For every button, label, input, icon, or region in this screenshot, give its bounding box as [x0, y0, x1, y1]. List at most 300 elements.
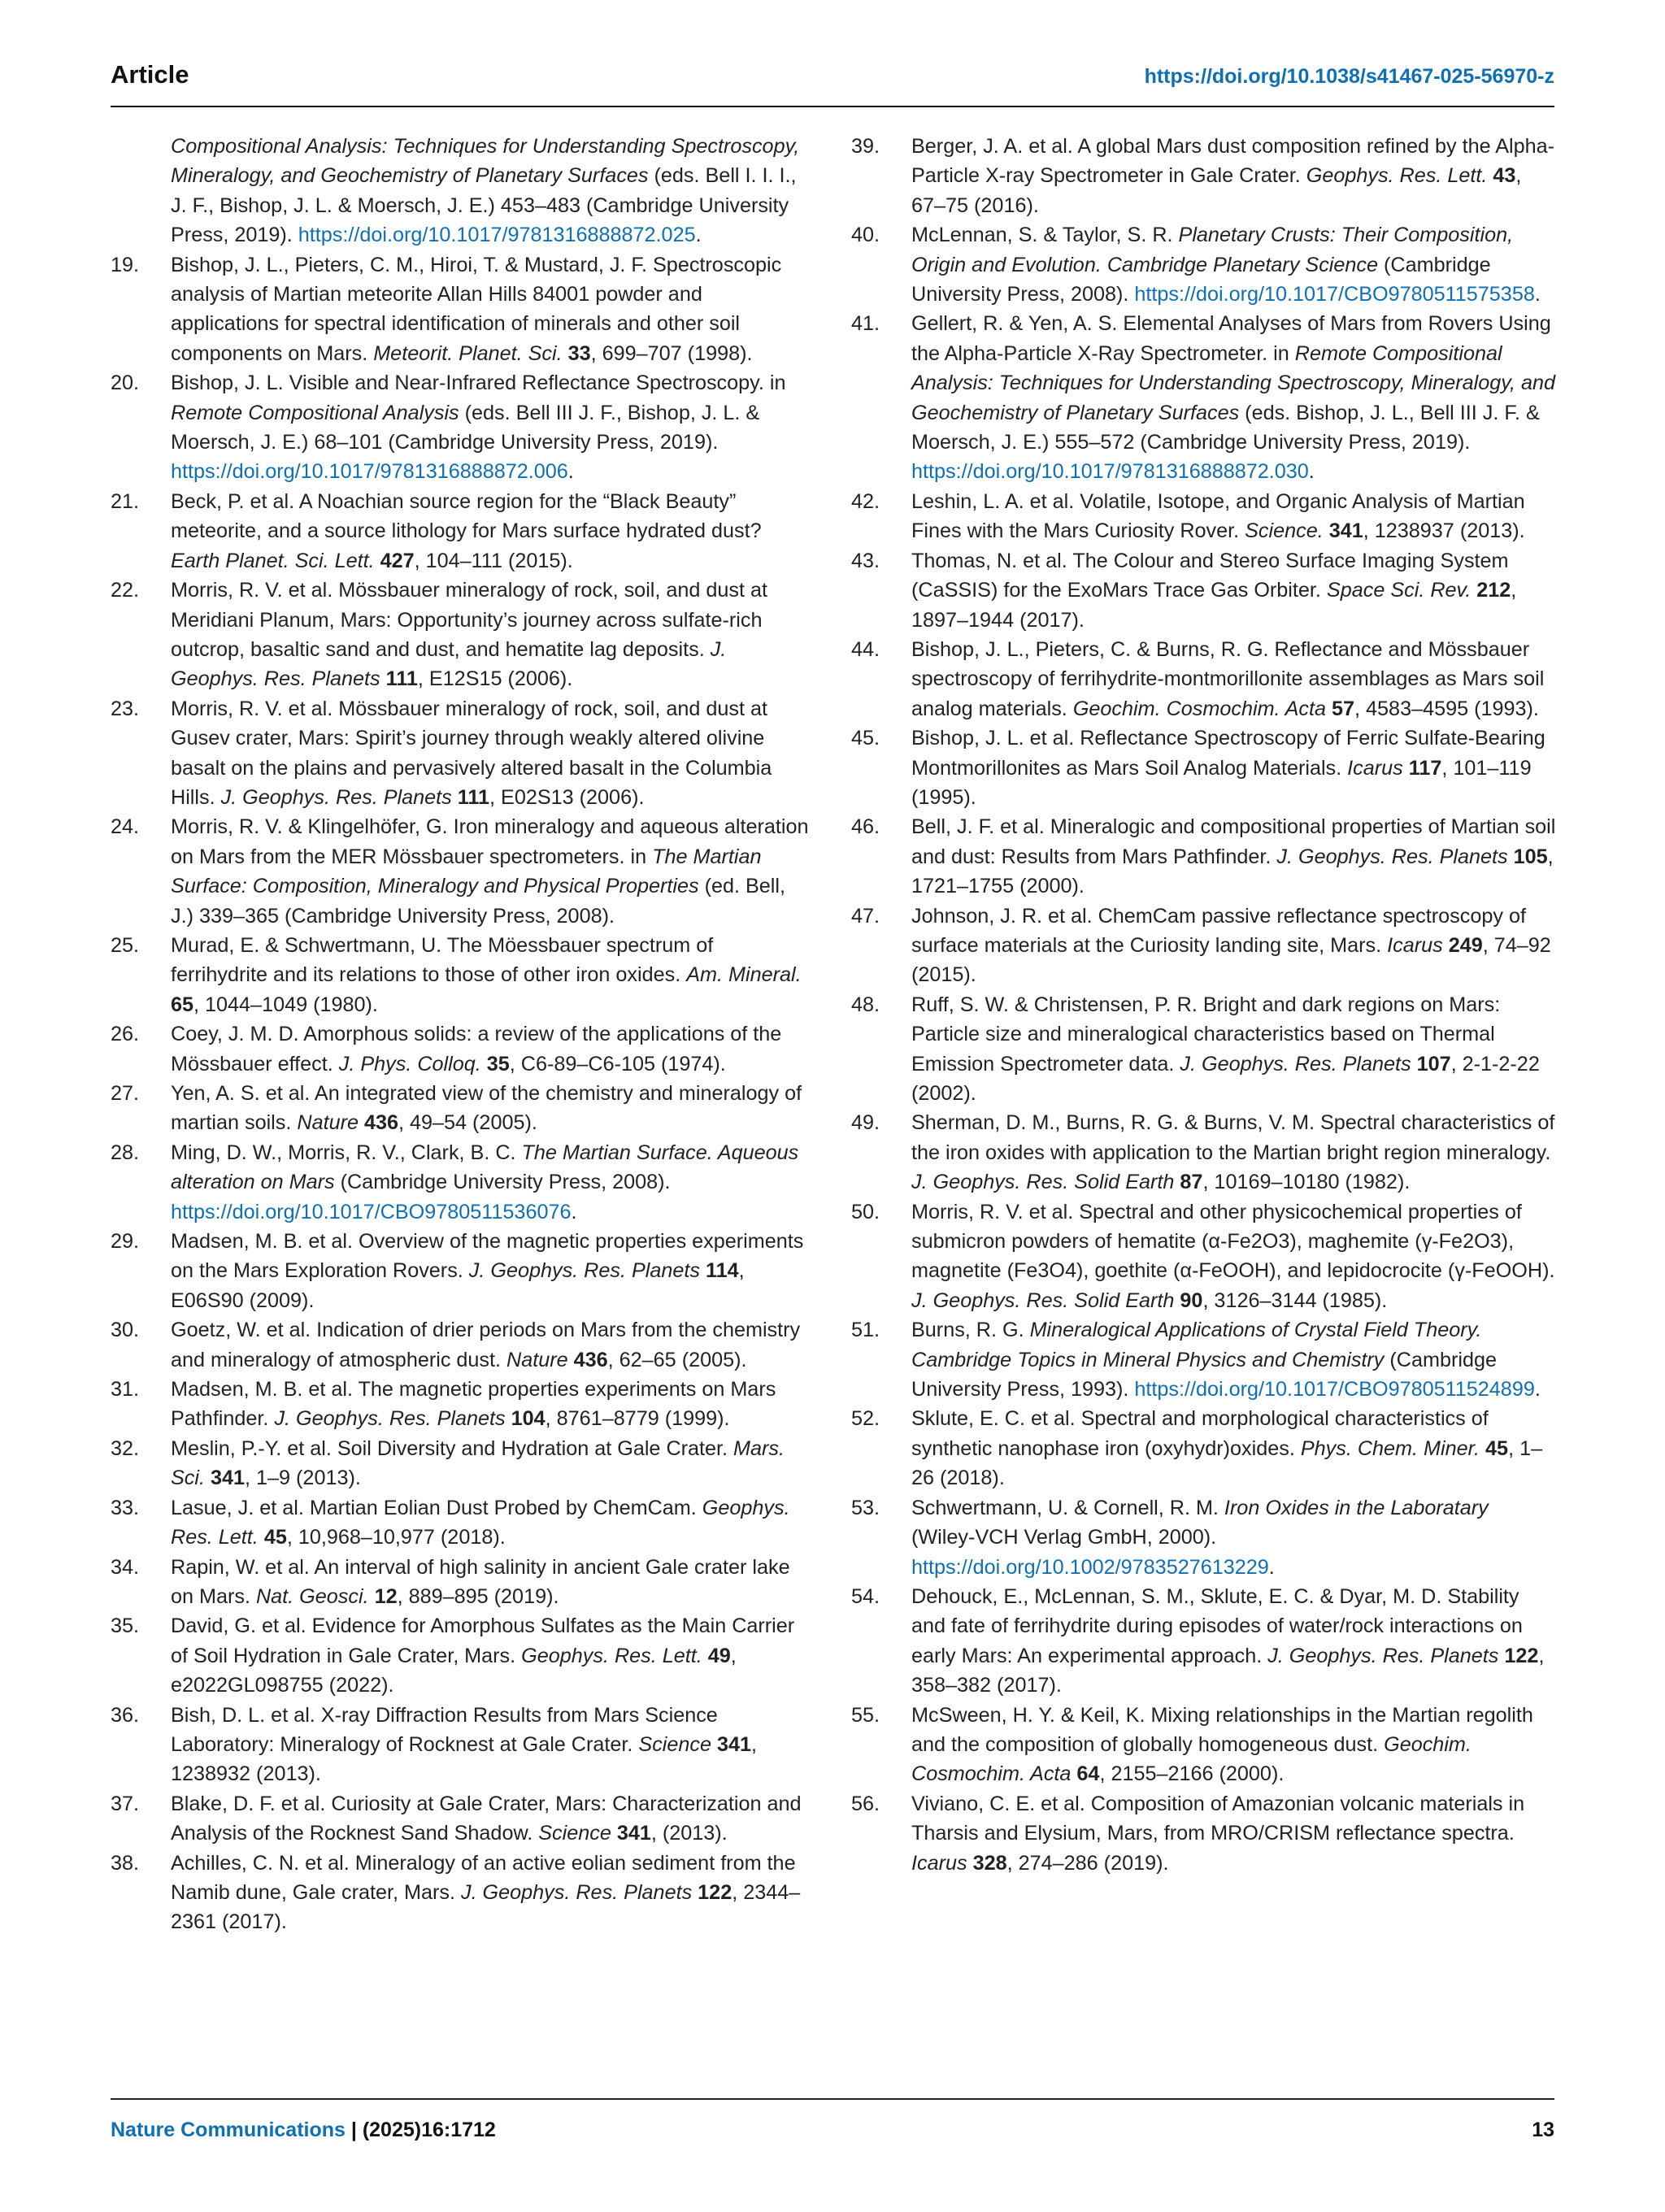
reference-number: 45. [851, 727, 880, 750]
reference-source: J. Geophys. Res. Planets [171, 637, 727, 691]
reference-volume: 328 [972, 1851, 1007, 1875]
reference-text [911, 1493, 1557, 1582]
reference-number: 55. [851, 1703, 880, 1727]
journal-issue: | (2025)16:1712 [345, 2119, 496, 2141]
reference-item [851, 1404, 1557, 1493]
reference-text-segment: Ming, D. W., Morris, R. V., Clark, B. C. [171, 1141, 522, 1164]
references-left-column [111, 132, 813, 1937]
reference-text-segment: Morris, R. V. & Klingelhöfer, G. Iron mineralogy and aqueous alteration on Mars from the MER Mössbauer spectrometers. in [171, 815, 809, 868]
reference-text-segment: , e2022GL098755 (2022). [171, 1644, 737, 1697]
reference-text [171, 931, 813, 1019]
reference-doi-link[interactable]: https://doi.org/10.1017/CBO9780511575358 [1134, 283, 1535, 306]
reference-item [111, 931, 813, 1019]
reference-doi-link[interactable]: https://doi.org/10.1017/CBO9780511524899 [1134, 1378, 1535, 1402]
reference-item [111, 812, 813, 931]
reference-source: J. Geophys. Res. Planets [274, 1407, 506, 1431]
reference-source: Compositional Analysis: Techniques for Understanding Spectroscopy, Mineralogy, and Geochemistry of Planetary Surfaces [171, 135, 800, 188]
reference-item [111, 576, 813, 694]
reference-volume: 341 [616, 1822, 651, 1845]
reference-source: Remote Compositional Analysis [171, 401, 459, 424]
reference-source: The Martian Surface. Aqueous alteration on Mars [171, 1141, 799, 1194]
reference-source: J. Geophys. Res. Solid Earth [911, 1171, 1175, 1194]
reference-text-segment: Blake, D. F. et al. Curiosity at Gale Crater, Mars: Characterization and Analysis of the Rocknest Sand Shadow. [171, 1792, 802, 1845]
reference-volume: 436 [363, 1111, 399, 1135]
reference-item [111, 1019, 813, 1079]
reference-number: 29. [111, 1230, 140, 1254]
reference-item [111, 1789, 813, 1849]
reference-text [911, 132, 1557, 220]
reference-text-segment [1324, 519, 1329, 542]
reference-text-segment: , E06S90 (2009). [171, 1259, 745, 1312]
reference-text [171, 1227, 813, 1315]
reference-text-segment: , 1238937 (2013). [1363, 519, 1525, 543]
reference-source: J. Geophys. Res. Planets [1267, 1644, 1499, 1667]
reference-text [911, 309, 1557, 486]
reference-item [851, 546, 1557, 635]
reference-item [851, 487, 1557, 546]
reference-text-segment: Madsen, M. B. et al. The magnetic properties experiments on Mars Pathfinder. [171, 1378, 776, 1431]
reference-text [171, 576, 813, 694]
reference-volume: 111 [385, 667, 418, 691]
reference-source: Phys. Chem. Miner. [1300, 1436, 1480, 1460]
reference-volume: 122 [1504, 1644, 1539, 1667]
reference-source: J. Geophys. Res. Solid Earth [911, 1289, 1175, 1312]
reference-text [911, 902, 1557, 990]
reference-text-segment: . [1268, 1555, 1275, 1579]
reference-text-segment: , (2013). [650, 1822, 728, 1845]
reference-volume: 12 [374, 1584, 398, 1608]
reference-number: 49. [851, 1111, 880, 1135]
reference-text-segment: Bishop, J. L. Visible and Near-Infrared Reflectance Spectroscopy. in [171, 372, 786, 395]
reference-number: 39. [851, 135, 880, 158]
reference-text-segment: Coey, J. M. D. Amorphous solids: a review of the applications of the Mössbauer effect. [171, 1023, 782, 1076]
reference-number: 22. [111, 579, 140, 602]
reference-item [111, 1701, 813, 1789]
reference-text-segment: , 3126–3144 (1985). [1202, 1289, 1388, 1312]
reference-volume: 87 [1180, 1171, 1203, 1194]
reference-text-segment: Leshin, L. A. et al. Volatile, Isotope, and Organic Analysis of Martian Fines with the Mars Curiosity Rover. [911, 489, 1525, 543]
reference-text-segment: Morris, R. V. et al. Mössbauer mineralogy of rock, soil, and dust at Meridiani Planum, Mars: Opportunity’s journey across sulfate-rich outcrop, basaltic sand and dust, and hematite lag deposits. [171, 579, 768, 661]
article-label: Article [111, 60, 189, 89]
reference-item [851, 990, 1557, 1109]
reference-text [171, 694, 813, 813]
reference-text [911, 1789, 1557, 1878]
reference-text-segment: , 1044–1049 (1980). [193, 993, 378, 1016]
reference-item [111, 1434, 813, 1493]
header-divider [111, 106, 1554, 107]
reference-text-segment [359, 1111, 364, 1134]
reference-text [171, 1611, 813, 1700]
reference-number [111, 132, 171, 250]
reference-number: 30. [111, 1319, 140, 1342]
reference-text-segment: , 10,968–10,977 (2018). [286, 1526, 506, 1549]
reference-text-segment [506, 1407, 511, 1430]
reference-item [111, 368, 813, 487]
reference-number: 26. [111, 1023, 140, 1046]
reference-source: Nature [506, 1348, 568, 1371]
reference-text-segment [205, 1467, 211, 1489]
reference-text-segment: Berger, J. A. et al. A global Mars dust composition refined by the Alpha-Particle X-ray Spectrometer in Gale Crater. [911, 135, 1555, 188]
reference-text-segment [1480, 1437, 1485, 1460]
reference-number: 42. [851, 489, 880, 513]
reference-item [111, 1849, 813, 1937]
reference-text-segment: Schwertmann, U. & Cornell, R. M. [911, 1496, 1224, 1519]
reference-source: J. Geophys. Res. Planets [468, 1259, 700, 1283]
reference-text-segment: Ruff, S. W. & Christensen, P. R. Bright and dark regions on Mars: Particle size and mineralogical characteristics based on Thermal Emission Spectrometer data. [911, 993, 1501, 1076]
reference-volume: 104 [511, 1407, 546, 1431]
reference-text-segment: . [571, 1200, 577, 1223]
reference-number: 40. [851, 224, 880, 247]
reference-volume: 33 [567, 341, 591, 365]
reference-item [851, 902, 1557, 990]
reference-text-segment: Bell, J. F. et al. Mineralogic and compositional properties of Martian soil and dust: Results from Mars Pathfinder. [911, 815, 1556, 868]
reference-source: Nature [297, 1111, 359, 1135]
reference-source: Mineralogical Applications of Crystal Field Theory. Cambridge Topics in Mineral Physics and Chemistry [911, 1319, 1482, 1371]
reference-source: Geophys. Res. Lett. [171, 1496, 790, 1549]
reference-text-segment: Beck, P. et al. A Noachian source region for the “Black Beauty” meteorite, and a source lithology for Mars surface hydrated dust? [171, 489, 762, 543]
reference-text-segment [702, 1645, 708, 1667]
reference-text [911, 1582, 1557, 1701]
reference-text-segment: Morris, R. V. et al. Spectral and other physicochemical properties of submicron powders of hematite (α-Fe2O3), maghemite (γ-Fe2O3), magnetite (Fe3O4), goethite (α-FeOOH), and lepidocrocite (γ-FeOOH). [911, 1200, 1555, 1283]
reference-text-segment: , 2344–2361 (2017). [171, 1880, 801, 1934]
reference-item [851, 1701, 1557, 1789]
reference-text-segment [452, 786, 458, 809]
reference-text-segment [369, 1585, 375, 1608]
reference-text-segment [967, 1852, 973, 1875]
reference-text [171, 1493, 813, 1553]
reference-text-segment: Sklute, E. C. et al. Spectral and morphological characteristics of synthetic nanophase iron (oxyhydr)oxides. [911, 1407, 1489, 1460]
reference-volume: 64 [1076, 1762, 1100, 1786]
reference-text-segment: . [1308, 460, 1315, 484]
reference-text-segment [1326, 697, 1332, 720]
reference-text-segment: Dehouck, E., McLennan, S. M., Sklute, E. C. & Dyar, M. D. Stability and fate of ferrihydrite during episodes of water/rock interactions on early Mars: An experimental approach. [911, 1584, 1523, 1667]
reference-volume: 436 [573, 1348, 608, 1371]
reference-source: Science [638, 1732, 711, 1756]
reference-item [851, 1789, 1557, 1878]
reference-text-segment: , 67–75 (2016). [911, 164, 1522, 217]
reference-text-segment [481, 1053, 487, 1076]
reference-text [911, 546, 1557, 635]
reference-doi-link[interactable]: https://doi.org/10.1017/9781316888872.025 [298, 224, 696, 247]
reference-text-segment: , 1–9 (2013). [245, 1467, 361, 1490]
reference-text-segment: (ed. Bell, J.) 339–365 (Cambridge University Press, 2008). [171, 875, 785, 928]
reference-text-segment: , 49–54 (2005). [398, 1111, 537, 1135]
reference-volume: 111 [457, 785, 490, 809]
reference-item [851, 724, 1557, 812]
reference-text-segment [711, 1733, 717, 1756]
reference-item [851, 132, 1557, 220]
reference-text [171, 1434, 813, 1493]
reference-text [911, 1701, 1557, 1789]
reference-volume: 341 [717, 1732, 752, 1756]
reference-text-segment: Morris, R. V. et al. Mössbauer mineralogy of rock, soil, and dust at Gusev crater, Mars: Spirit’s journey through weakly altered olivine basalt on the plains and pervasively altered basalt in the Columbia Hills. [171, 697, 772, 809]
reference-volume: 341 [1328, 519, 1363, 543]
reference-number: 31. [111, 1378, 140, 1402]
footer-citation [111, 2119, 496, 2142]
reference-number: 28. [111, 1141, 140, 1164]
reference-volume: 114 [705, 1259, 739, 1283]
reference-text [911, 487, 1557, 546]
reference-number: 36. [111, 1703, 140, 1727]
reference-text-segment: , 62–65 (2005). [607, 1348, 747, 1371]
reference-item [111, 1553, 813, 1612]
reference-text-segment: Rapin, W. et al. An interval of high salinity in ancient Gale crater lake on Mars. [171, 1555, 790, 1608]
reference-item [111, 1611, 813, 1700]
reference-item [851, 1582, 1557, 1701]
reference-item [111, 1227, 813, 1315]
reference-source: J. Phys. Colloq. [338, 1052, 481, 1076]
reference-source: Am. Mineral. [686, 963, 802, 987]
reference-item [111, 1079, 813, 1138]
reference-text [911, 724, 1557, 812]
reference-text [171, 1079, 813, 1138]
reference-text-segment [1403, 757, 1409, 780]
reference-volume: 249 [1448, 933, 1483, 957]
reference-text-segment: , 74–92 (2015). [911, 933, 1551, 987]
reference-volume: 57 [1332, 697, 1355, 720]
reference-text-segment: , 104–111 (2015). [414, 549, 573, 572]
reference-volume: 65 [171, 993, 194, 1016]
reference-number: 50. [851, 1200, 880, 1223]
reference-item [111, 1375, 813, 1434]
page-number: 13 [1532, 2119, 1554, 2141]
reference-text-segment [700, 1259, 706, 1282]
reference-text [171, 1553, 813, 1612]
reference-text-segment [563, 342, 568, 365]
reference-text [171, 1019, 813, 1079]
reference-number: 47. [851, 904, 880, 928]
reference-doi-link[interactable]: https://doi.org/10.1017/9781316888872.030 [911, 460, 1309, 484]
reference-number: 48. [851, 993, 880, 1016]
reference-text-segment: McSween, H. Y. & Keil, K. Mixing relationships in the Martian regolith and the composition of globally homogeneous dust. [911, 1703, 1533, 1756]
reference-text-segment: (Cambridge University Press, 2008). [334, 1171, 671, 1194]
reference-item [111, 250, 813, 369]
reference-item [851, 1197, 1557, 1316]
reference-volume: 35 [486, 1052, 510, 1076]
reference-number: 41. [851, 312, 880, 336]
reference-volume: 49 [707, 1644, 731, 1667]
reference-number: 24. [111, 815, 140, 839]
reference-text-segment: , 358–382 (2017). [911, 1644, 1545, 1697]
reference-volume: 43 [1493, 164, 1516, 188]
reference-text [171, 1375, 813, 1434]
reference-number: 43. [851, 549, 880, 572]
reference-text-segment: . [567, 460, 574, 484]
reference-text [171, 132, 813, 250]
reference-text [911, 1108, 1557, 1197]
reference-volume: 117 [1408, 756, 1442, 780]
reference-item [851, 1493, 1557, 1582]
article-doi-link[interactable]: https://doi.org/10.1038/s41467-025-56970-z [1144, 65, 1554, 88]
reference-source: Geophys. Res. Lett. [1306, 164, 1488, 188]
reference-text-segment [568, 1349, 574, 1371]
reference-source: J. Geophys. Res. Planets [220, 785, 452, 809]
reference-text-segment: Bishop, J. L. et al. Reflectance Spectroscopy of Ferric Sulfate-Bearing Montmorillonites as Mars Soil Analog Materials. [911, 727, 1545, 780]
reference-number: 35. [111, 1614, 140, 1638]
reference-text-segment: , 2-1-2-22 (2002). [911, 1052, 1540, 1105]
reference-text [171, 1849, 813, 1937]
reference-text-segment: Madsen, M. B. et al. Overview of the magnetic properties experiments on the Mars Exploration Rovers. [171, 1230, 804, 1283]
reference-text-segment: , 10169–10180 (1982). [1202, 1171, 1411, 1194]
reference-text-segment: (Cambridge University Press, 1993). [911, 1348, 1497, 1402]
reference-text [171, 1789, 813, 1849]
reference-text-segment: Burns, R. G. [911, 1319, 1030, 1342]
reference-doi-link[interactable]: https://doi.org/10.1002/9783527613229 [911, 1555, 1269, 1579]
reference-number: 32. [111, 1436, 140, 1460]
reference-number: 52. [851, 1407, 880, 1431]
reference-text-segment: , 1721–1755 (2000). [911, 845, 1554, 898]
reference-number: 56. [851, 1792, 880, 1815]
reference-source: Science. [1245, 519, 1324, 543]
reference-text-segment: Johnson, J. R. et al. ChemCam passive reflectance spectroscopy of surface materials at the Curiosity landing site, Mars. [911, 904, 1526, 957]
reference-text [171, 812, 813, 931]
reference-text [171, 368, 813, 487]
reference-source: Icarus [911, 1851, 967, 1875]
reference-text-segment: , 101–119 (1995). [911, 756, 1532, 809]
reference-text-segment: , 1–26 (2018). [911, 1436, 1543, 1490]
reference-source: Geochim. Cosmochim. Acta [911, 1732, 1472, 1786]
reference-volume: 122 [698, 1880, 733, 1904]
reference-number: 19. [111, 253, 140, 276]
reference-item [851, 635, 1557, 724]
reference-item [851, 1108, 1557, 1197]
reference-text-segment [1443, 934, 1449, 957]
reference-number: 51. [851, 1319, 880, 1342]
reference-text [911, 990, 1557, 1109]
reference-text [171, 1138, 813, 1227]
reference-text [171, 487, 813, 576]
reference-text-segment: , 699–707 (1998). [590, 341, 753, 365]
reference-source: J. Geophys. Res. Planets [460, 1880, 693, 1904]
reference-number: 33. [111, 1496, 140, 1519]
reference-text-segment: , C6-89–C6-105 (1974). [509, 1052, 726, 1076]
reference-number: 54. [851, 1584, 880, 1608]
reference-number: 25. [111, 933, 140, 957]
reference-text [911, 1404, 1557, 1493]
reference-number: 44. [851, 637, 880, 661]
reference-text-segment: (Cambridge University Press, 2008). [911, 253, 1491, 306]
reference-source: Science [538, 1822, 611, 1845]
reference-text-segment: (Wiley-VCH Verlag GmbH, 2000). [911, 1526, 1217, 1549]
reference-volume: 105 [1513, 845, 1548, 868]
reference-item [111, 1315, 813, 1375]
reference-text [911, 635, 1557, 724]
reference-source: Meteorit. Planet. Sci. [373, 341, 563, 365]
reference-number: 53. [851, 1496, 880, 1519]
reference-text-segment: . [1534, 283, 1541, 306]
reference-text-segment: David, G. et al. Evidence for Amorphous Sulfates as the Main Carrier of Soil Hydration in Gale Crater, Mars. [171, 1614, 795, 1667]
reference-text-segment: Yen, A. S. et al. An integrated view of the chemistry and mineralogy of martian soils. [171, 1082, 802, 1135]
reference-source: J. Geophys. Res. Planets [1276, 845, 1508, 868]
reference-number: 34. [111, 1555, 140, 1579]
reference-text-segment: , E02S13 (2006). [489, 785, 645, 809]
reference-item [851, 309, 1557, 486]
reference-text-segment [380, 667, 386, 690]
reference-text-segment: Bishop, J. L., Pieters, C. M., Hiroi, T. & Mustard, J. F. Spectroscopic analysis of Martian meteorite Allan Hills 84001 powder and applications for spectral identification of minerals and other soil components on Mars. [171, 253, 782, 365]
reference-text-segment: Bishop, J. L., Pieters, C. & Burns, R. G. Reflectance and Mössbauer spectroscopy of ferrihydrite-montmorillonite assemblages as Mars soil analog materials. [911, 637, 1545, 720]
reference-source: Nat. Geosci. [255, 1584, 369, 1608]
reference-volume: 107 [1416, 1052, 1451, 1076]
reference-text-segment: Gellert, R. & Yen, A. S. Elemental Analyses of Mars from Rovers Using the Alpha-Particle X-Ray Spectrometer. in [911, 312, 1551, 365]
reference-source: Icarus [1387, 933, 1443, 957]
reference-text-segment: Sherman, D. M., Burns, R. G. & Burns, V. M. Spectral characteristics of the iron oxides with application to the Martian bright region mineralogy. [911, 1111, 1555, 1164]
reference-text-segment: . [695, 224, 702, 247]
reference-source: Geochim. Cosmochim. Acta [1072, 697, 1327, 720]
reference-text [171, 250, 813, 369]
reference-source: Earth Planet. Sci. Lett. [171, 549, 375, 572]
reference-source: J. Geophys. Res. Planets [1180, 1052, 1411, 1076]
reference-number: 20. [111, 372, 140, 395]
reference-text-segment: (eds. Bell III J. F., Bishop, J. L. & Moersch, J. E.) 68–101 (Cambridge University Press, 2019). [171, 401, 760, 454]
reference-text [171, 1315, 813, 1375]
reference-volume: 427 [380, 549, 415, 572]
reference-item [111, 132, 813, 250]
reference-source: The Martian Surface: Composition, Mineralogy and Physical Properties [171, 845, 762, 898]
reference-text-segment [1508, 845, 1514, 868]
reference-volume: 212 [1476, 579, 1511, 602]
reference-item [851, 220, 1557, 309]
reference-item [111, 1493, 813, 1553]
reference-text-segment [375, 550, 380, 572]
reference-text-segment: Bish, D. L. et al. X-ray Diffraction Results from Mars Science Laboratory: Mineralogy of Rocknest at Gale Crater. [171, 1703, 718, 1756]
reference-number: 37. [111, 1792, 140, 1815]
reference-item [851, 812, 1557, 901]
reference-text-segment: , 8761–8779 (1999). [545, 1407, 730, 1431]
reference-text-segment [259, 1526, 264, 1549]
reference-source: Planetary Crusts: Their Composition, Origin and Evolution. Cambridge Planetary Science [911, 224, 1514, 276]
reference-volume: 90 [1180, 1289, 1203, 1312]
reference-source: Iron Oxides in the Laboratary [1224, 1496, 1489, 1519]
reference-source: Geophys. Res. Lett. [521, 1644, 702, 1667]
reference-text-segment: Meslin, P.-Y. et al. Soil Diversity and Hydration at Gale Crater. [171, 1436, 734, 1460]
reference-item [851, 1315, 1557, 1404]
reference-text-segment: Lasue, J. et al. Martian Eolian Dust Probed by ChemCam. [171, 1496, 702, 1519]
reference-item [111, 487, 813, 576]
reference-text-segment: . [1534, 1378, 1541, 1402]
reference-text-segment: Viviano, C. E. et al. Composition of Amazonian volcanic materials in Tharsis and Elysium, Mars, from MRO/CRISM reflectance spectra. [911, 1792, 1525, 1845]
reference-volume: 45 [1485, 1436, 1509, 1460]
reference-source: Mars. Sci. [171, 1436, 785, 1490]
reference-text-segment [611, 1822, 617, 1845]
reference-text [911, 220, 1557, 309]
reference-number: 46. [851, 815, 880, 839]
reference-text-segment: , 274–286 (2019). [1006, 1851, 1169, 1875]
reference-volume: 45 [263, 1526, 287, 1549]
reference-text [171, 1701, 813, 1789]
reference-volume: 341 [211, 1467, 246, 1490]
reference-text-segment: , 4583–4595 (1993). [1354, 697, 1539, 720]
reference-number: 38. [111, 1851, 140, 1875]
footer-divider [111, 2098, 1554, 2100]
reference-text-segment: (eds. Bell I. I. I., J. F., Bishop, J. L. & Moersch, J. E.) 453–483 (Cambridge University Press, 2019). [171, 164, 797, 247]
journal-name[interactable]: Nature Communications [111, 2119, 346, 2141]
reference-source: Icarus [1347, 756, 1403, 780]
reference-text-segment: McLennan, S. & Taylor, S. R. [911, 224, 1179, 247]
reference-text-segment [1411, 1053, 1417, 1076]
reference-text-segment: (eds. Bishop, J. L., Bell III J. F. & Moersch, J. E.) 555–572 (Cambridge University Press, 2019). [911, 401, 1540, 454]
reference-text-segment: , 889–895 (2019). [397, 1584, 559, 1608]
reference-source: Remote Compositional Analysis: Techniques for Understanding Spectroscopy, Mineralogy, and Geochemistry of Planetary Surfaces [911, 341, 1555, 424]
reference-doi-link[interactable]: https://doi.org/10.1017/CBO9780511536076 [171, 1200, 572, 1223]
reference-number: 27. [111, 1082, 140, 1105]
reference-source: Space Sci. Rev. [1326, 579, 1472, 602]
reference-text-segment: Thomas, N. et al. The Colour and Stereo Surface Imaging System (CaSSIS) for the ExoMars Trace Gas Orbiter. [911, 549, 1509, 602]
reference-doi-link[interactable]: https://doi.org/10.1017/9781316888872.006 [171, 460, 568, 484]
reference-text-segment: , 1897–1944 (2017). [911, 579, 1517, 632]
reference-number: 23. [111, 697, 140, 720]
reference-text [911, 1315, 1557, 1404]
reference-text-segment: Goetz, W. et al. Indication of drier periods on Mars from the chemistry and mineralogy of atmospheric dust. [171, 1319, 801, 1371]
